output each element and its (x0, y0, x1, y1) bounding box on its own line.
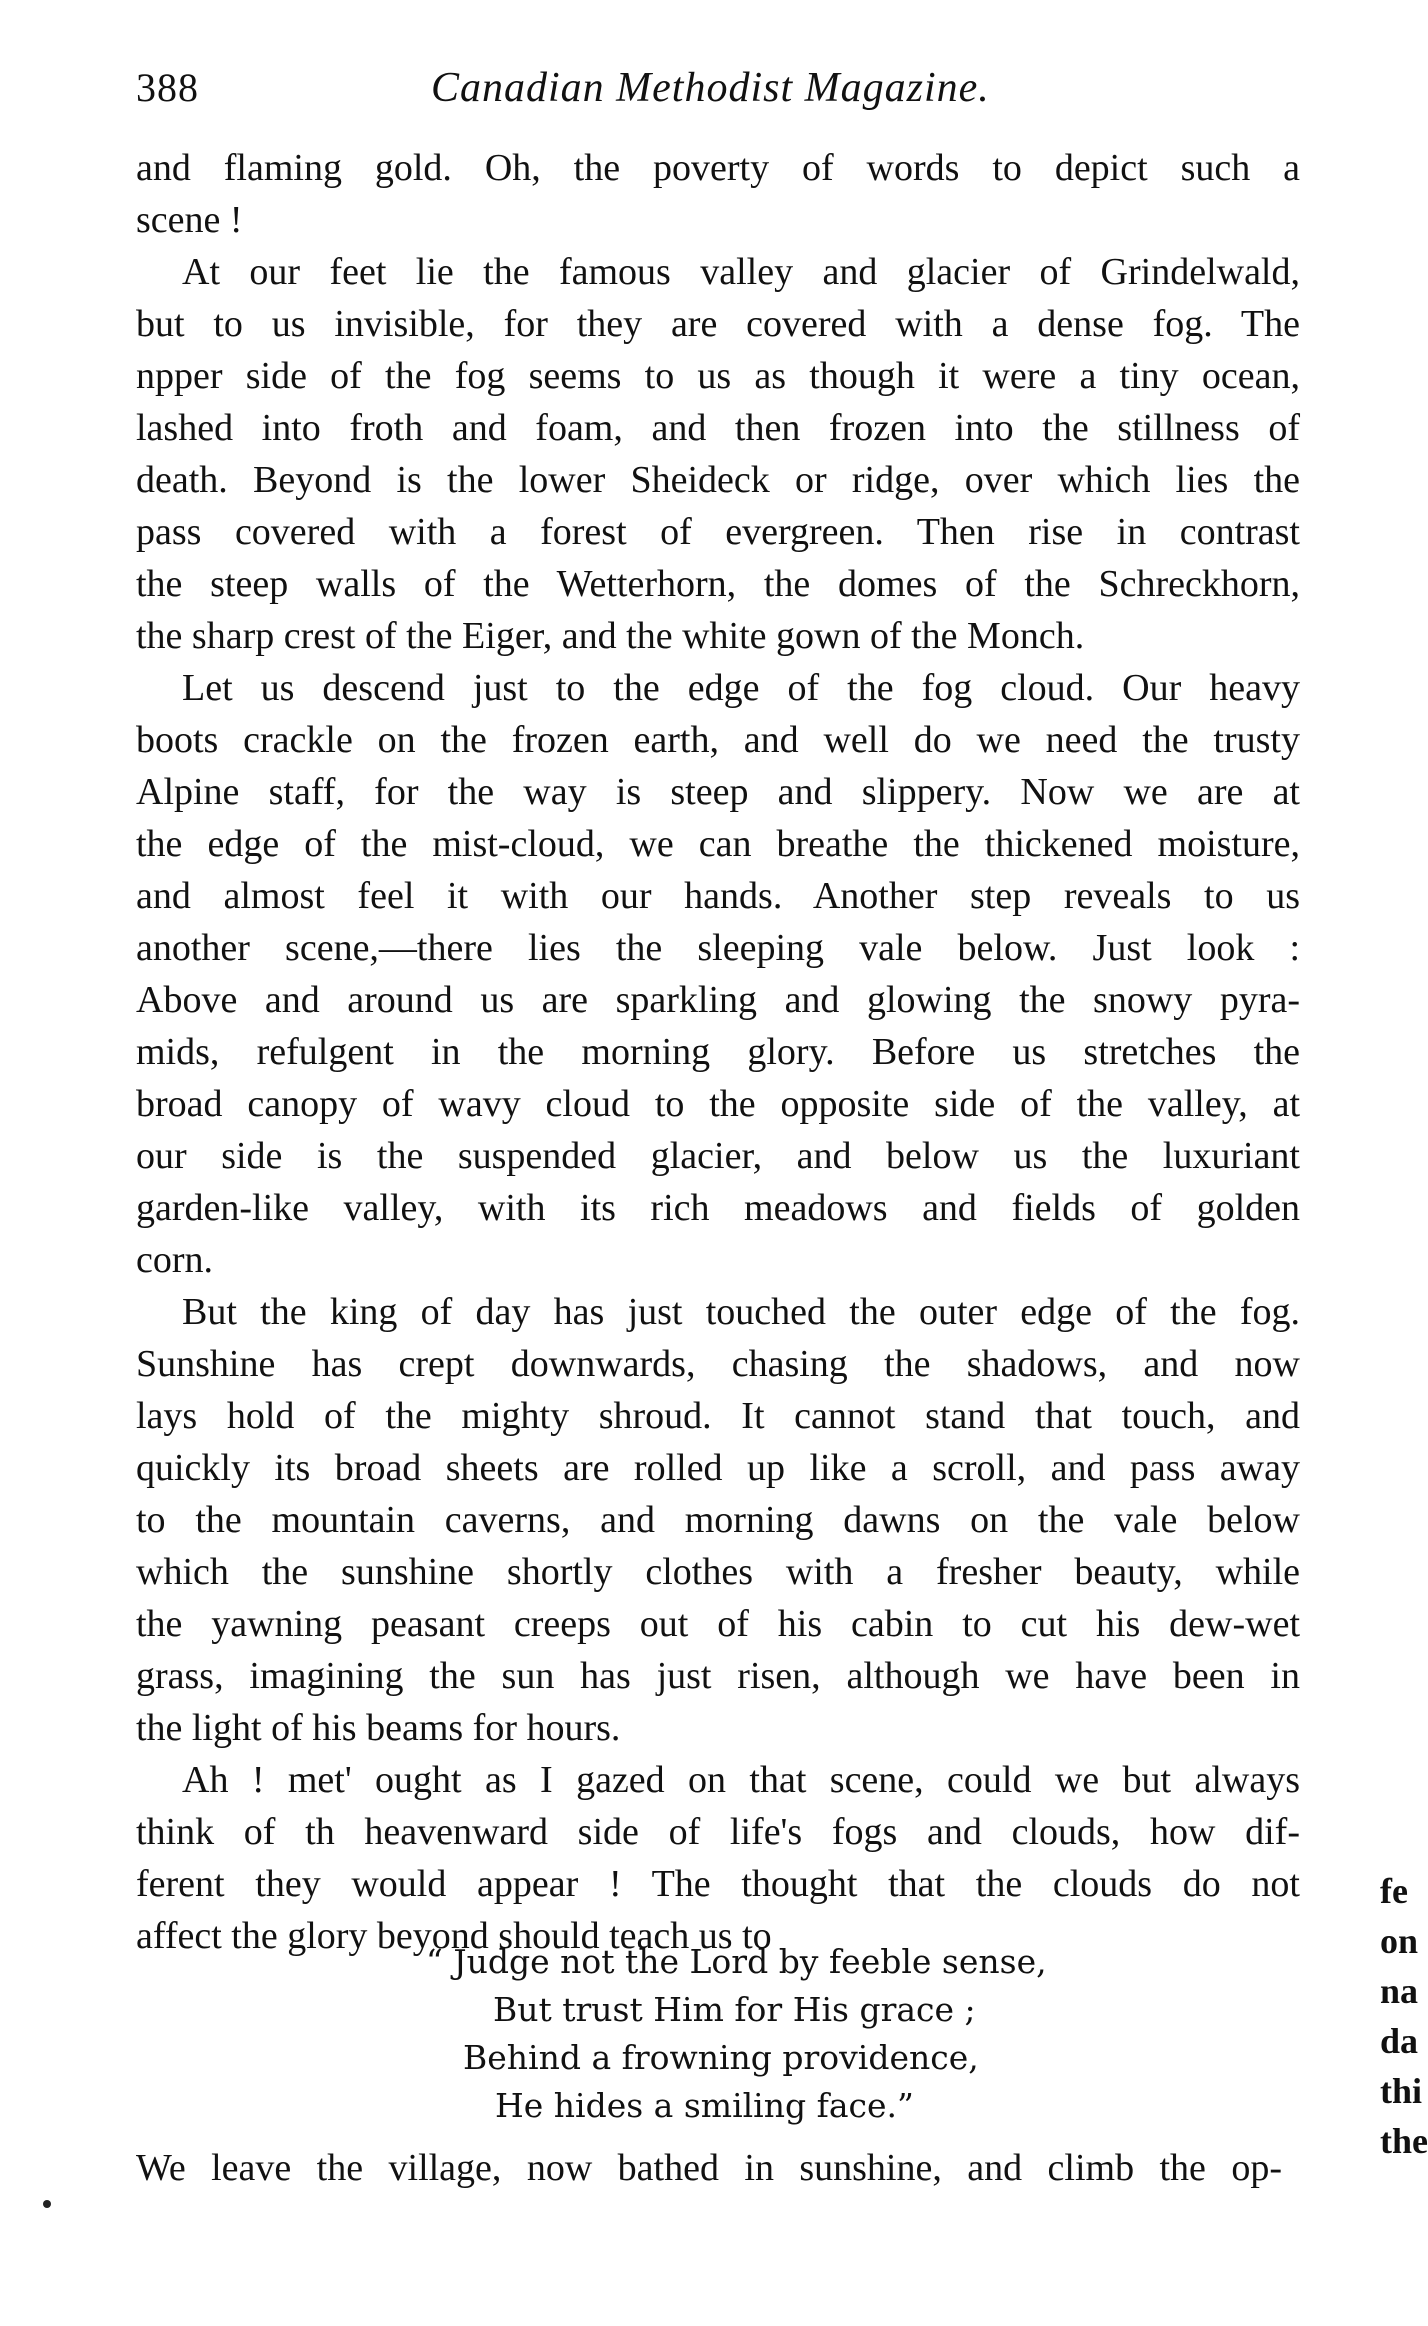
final-line: We leave the village, now bathed in sunshine, and climb the op- (136, 2147, 1282, 2189)
text-line: the light of his beams for hours. (136, 1707, 621, 1749)
bleed-fragment: na (1380, 1971, 1419, 2011)
text-line: another scene,—there lies the sleeping vale below. Just look : (136, 927, 1300, 969)
poem-line: Behind a frowning providence, (463, 2038, 979, 2077)
text-line: corn. (136, 1239, 214, 1281)
text-line: lays hold of the mighty shroud. It cannot stand that touch, and (136, 1395, 1300, 1437)
text-line: think of th heavenward side of life's fogs and clouds, how dif- (136, 1811, 1300, 1853)
text-line: Sunshine has crept downwards, chasing the shadows, and now (136, 1343, 1300, 1385)
text-line: our side is the suspended glacier, and below us the luxuriant (136, 1135, 1300, 1177)
text-line: Above and around us are sparkling and glowing the snowy pyra- (136, 979, 1300, 1021)
text-line: the edge of the mist-cloud, we can breathe the thickened moisture, (136, 823, 1300, 865)
text-line: lashed into froth and foam, and then frozen into the stillness of (136, 407, 1300, 449)
poem-line: He hides a smiling face.” (495, 2086, 914, 2125)
text-line: which the sunshine shortly clothes with a fresher beauty, while (136, 1551, 1300, 1593)
text-line: broad canopy of wavy cloud to the opposite side of the valley, at (136, 1083, 1300, 1125)
text-line: affect the glory beyond should teach us to (136, 1915, 772, 1957)
text-line: boots crackle on the frozen earth, and well do we need the trusty (136, 719, 1300, 761)
page-number: 388 (136, 65, 199, 110)
text-line: mids, refulgent in the morning glory. Before us stretches the (136, 1031, 1300, 1073)
text-line: and almost feel it with our hands. Another step reveals to us (136, 875, 1300, 917)
body-text (136, 142, 1300, 1962)
paragraph (136, 662, 1300, 1286)
text-line: grass, imagining the sun has just risen, although we have been in (136, 1655, 1300, 1697)
bleed-fragment: da (1380, 2021, 1419, 2061)
text-line: but to us invisible, for they are covered with a dense fog. The (136, 303, 1300, 345)
poem-line: “ Judge not the Lord by feeble sense, (426, 1942, 1047, 1981)
text-line: scene ! (136, 199, 243, 241)
text-line: At our feet lie the famous valley and glacier of Grindelwald, (182, 251, 1300, 293)
text-line: the sharp crest of the Eiger, and the white gown of the Monch. (136, 615, 1085, 657)
text-line: Ah ! met' ought as I gazed on that scene, could we but always (182, 1759, 1300, 1801)
text-line: to the mountain caverns, and morning dawns on the vale below (136, 1499, 1300, 1541)
text-line: npper side of the fog seems to us as though it were a tiny ocean, (136, 355, 1300, 397)
text-line: the yawning peasant creeps out of his cabin to cut his dew-wet (136, 1603, 1300, 1645)
bleed-fragment: on (1380, 1921, 1419, 1961)
text-line: But the king of day has just touched the outer edge of the fog. (182, 1291, 1300, 1333)
text-line: the steep walls of the Wetterhorn, the domes of the Schreckhorn, (136, 563, 1300, 605)
text-line: pass covered with a forest of evergreen. Then rise in contrast (136, 511, 1300, 553)
bleed-fragment: the (1380, 2121, 1428, 2161)
paragraph (136, 246, 1300, 662)
paragraph (136, 142, 1300, 246)
poem-quotation (380, 1938, 1060, 2130)
facing-page-bleed (1380, 1866, 1428, 2166)
text-line: quickly its broad sheets are rolled up like a scroll, and pass away (136, 1447, 1300, 1489)
bleed-fragment: fe (1380, 1871, 1408, 1911)
paragraph (136, 1286, 1300, 1754)
text-line: Alpine staff, for the way is steep and slippery. Now we are at (136, 771, 1300, 813)
paragraph (136, 1754, 1300, 1962)
text-line: garden-like valley, with its rich meadows and fields of golden (136, 1187, 1300, 1229)
text-line: and flaming gold. Oh, the poverty of words to depict such a (136, 147, 1300, 189)
text-line: death. Beyond is the lower Sheideck or ridge, over which lies the (136, 459, 1300, 501)
text-line: ferent they would appear ! The thought that the clouds do not (136, 1863, 1300, 1905)
page-header (136, 64, 1296, 124)
bleed-fragment: thi (1380, 2071, 1423, 2111)
running-title: Canadian Methodist Magazine. (431, 65, 990, 111)
poem-line: But trust Him for His grace ; (493, 1990, 976, 2029)
text-line: Let us descend just to the edge of the fog cloud. Our heavy (182, 667, 1300, 709)
ink-speck (43, 2200, 51, 2208)
